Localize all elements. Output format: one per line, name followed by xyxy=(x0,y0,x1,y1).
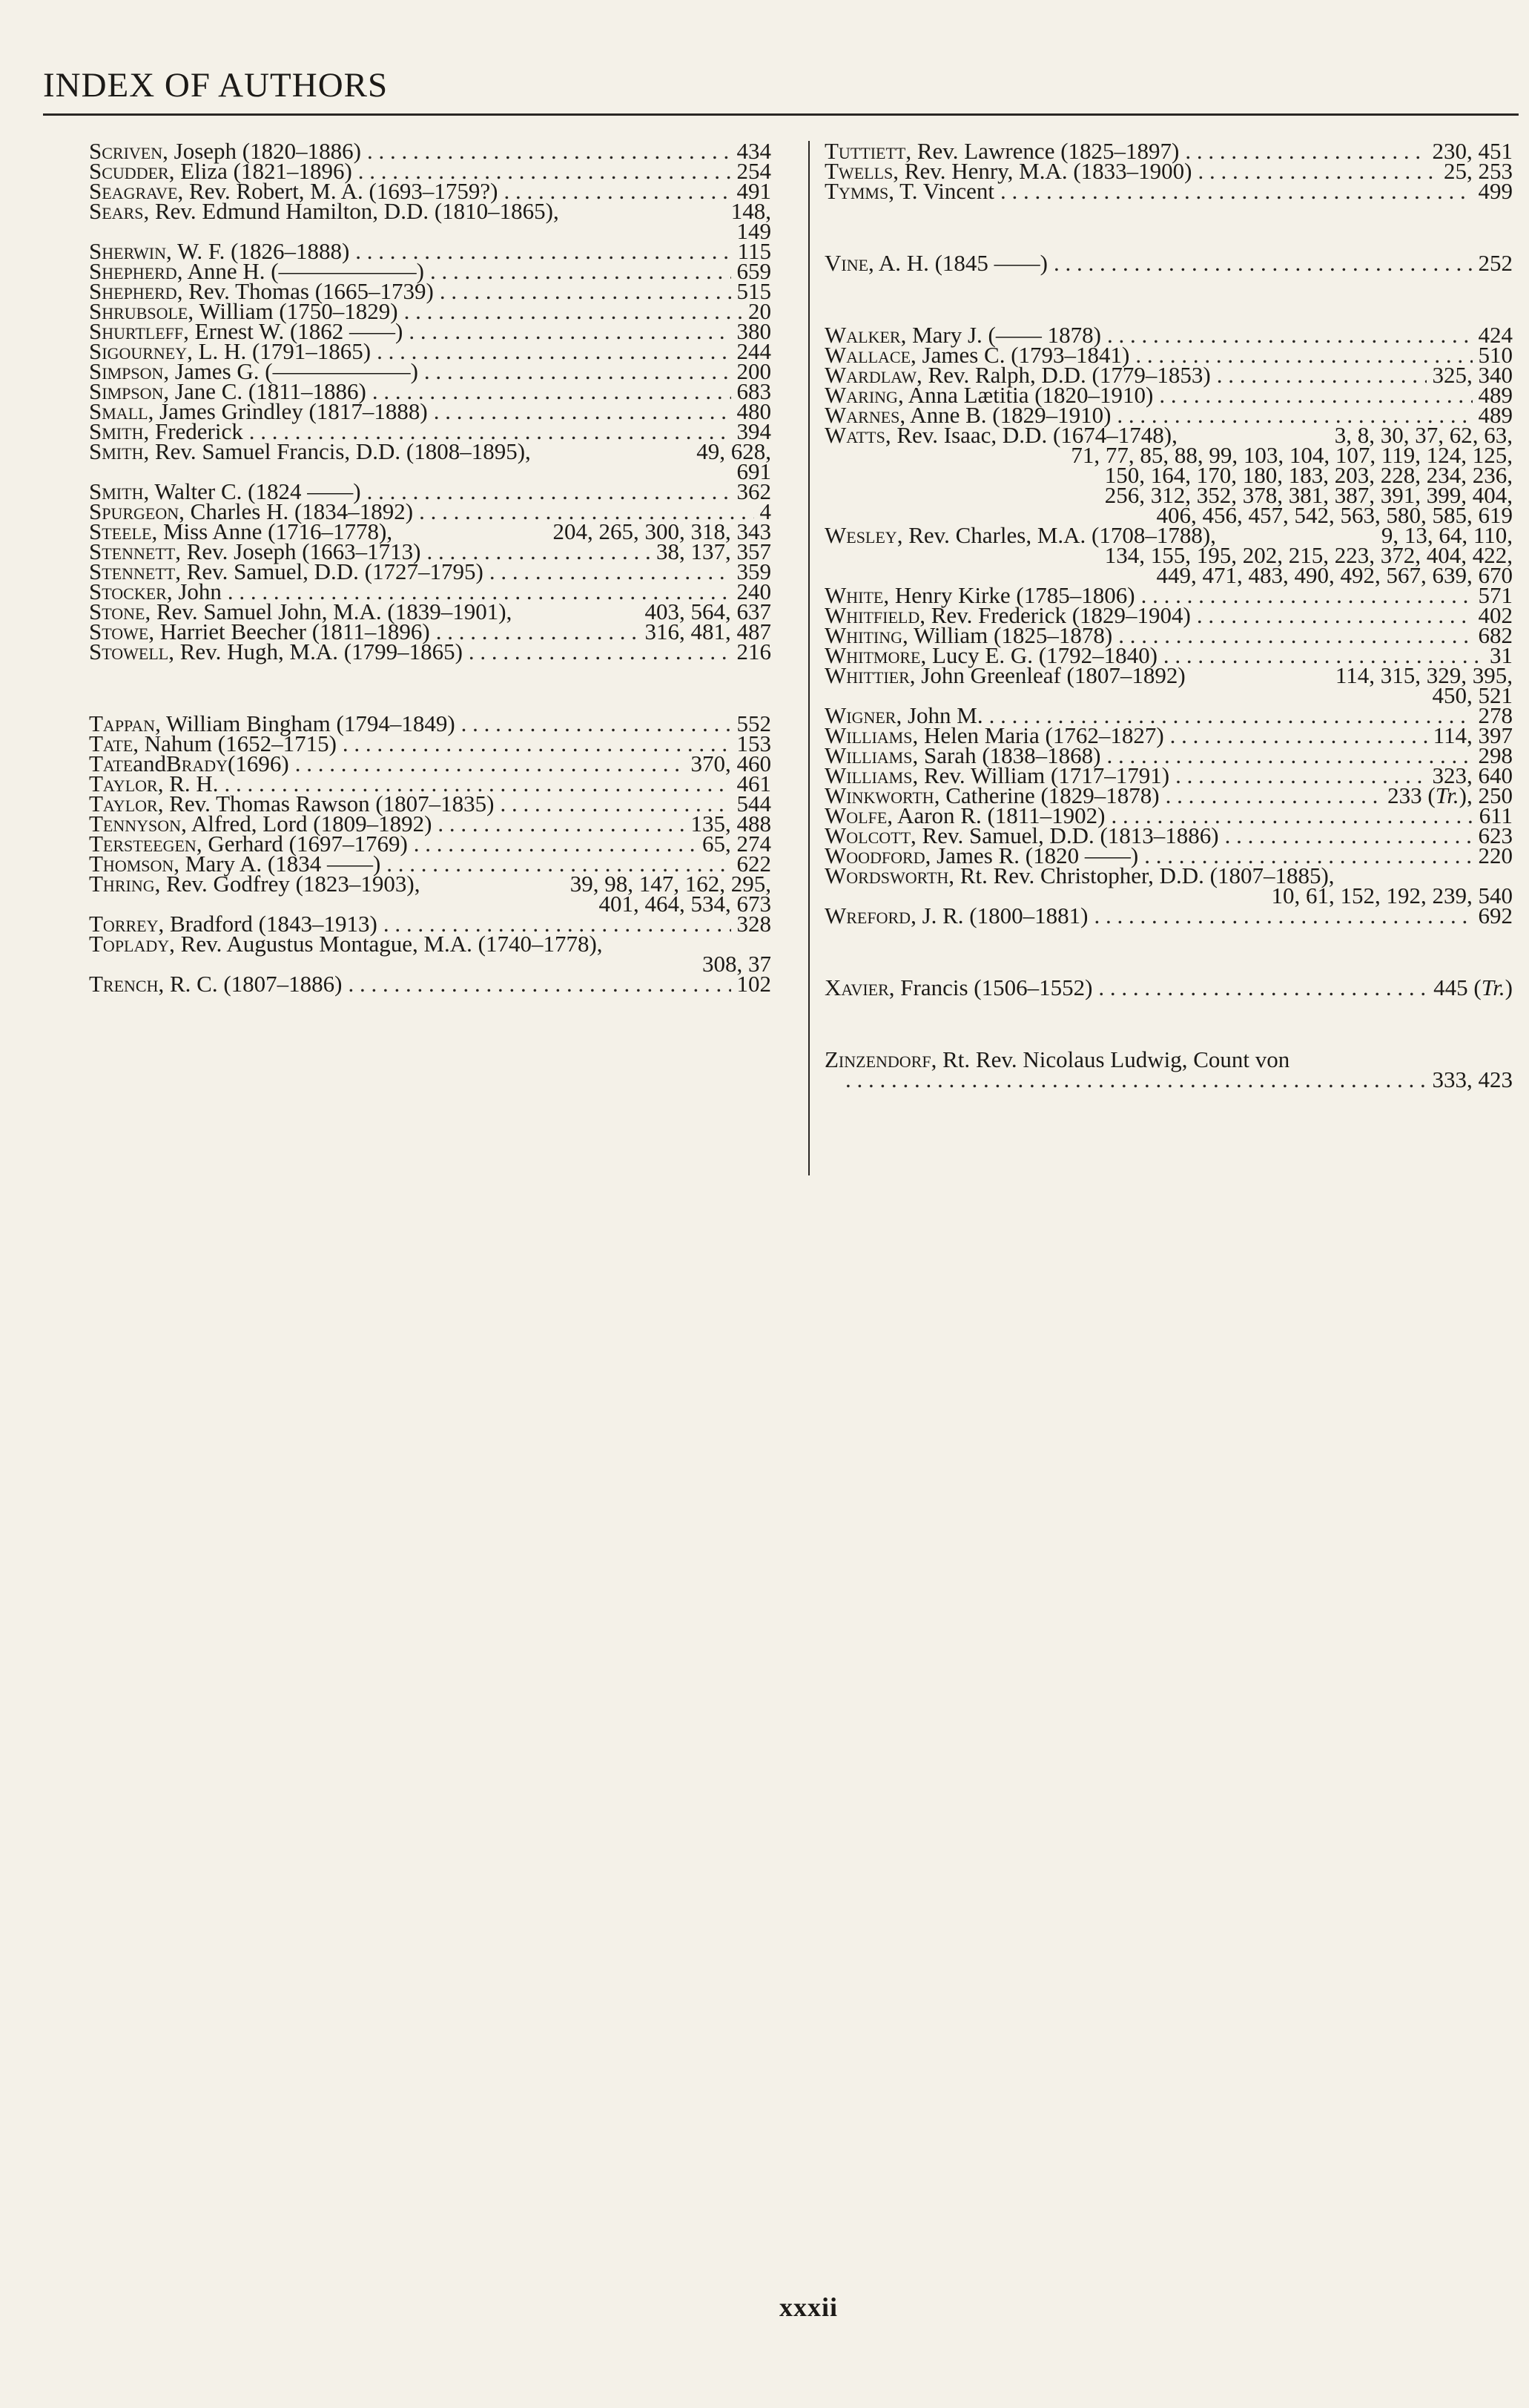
author-surname: Sears xyxy=(89,198,144,224)
dot-leader xyxy=(440,281,731,301)
page-refs: 278 xyxy=(1478,702,1513,728)
page-refs: 316, 481, 487 xyxy=(644,619,771,644)
author-surname: Zinzendorf xyxy=(825,1046,931,1072)
dot-leader xyxy=(1107,325,1473,345)
author-surname: Sherwin xyxy=(89,238,167,264)
page-refs-continued: 449, 471, 483, 490, 492, 567, 639, 670 xyxy=(1156,562,1513,588)
author-surname: Walker xyxy=(825,322,901,348)
page-refs: 515 xyxy=(736,278,771,304)
index-entry xyxy=(89,438,771,484)
author-details: , Anne B. (1829–1910) xyxy=(899,402,1112,428)
author-surname: Wesley xyxy=(825,522,897,548)
page-refs: 403, 564, 637 xyxy=(644,598,771,624)
index-entry xyxy=(825,522,1513,588)
dot-leader xyxy=(436,621,639,641)
author-details: , Miss Anne (1716–1778), xyxy=(151,518,393,544)
page-refs: 25, 253 xyxy=(1444,158,1513,184)
author-surname: Whitfield xyxy=(825,602,920,628)
author-details: and xyxy=(133,751,167,776)
page-refs: 434 xyxy=(736,138,771,164)
author-surname: Scudder xyxy=(89,158,169,184)
entry-line xyxy=(825,903,1513,928)
author-surname: Stowell xyxy=(89,639,169,664)
entry-line xyxy=(89,438,771,464)
page-refs: 20 xyxy=(748,298,771,324)
page-refs: 491 xyxy=(736,178,771,204)
author-surname: Xavier xyxy=(825,974,889,1000)
author-details: , Eliza (1821–1896) xyxy=(168,158,352,184)
author-details: , Jane C. (1811–1886) xyxy=(163,378,366,404)
dot-leader xyxy=(1197,605,1473,625)
entry-line xyxy=(89,641,771,662)
page-refs: 204, 265, 300, 318, 343 xyxy=(552,518,771,544)
author-surname: Tennyson xyxy=(89,811,182,837)
page-refs: 102 xyxy=(736,971,771,997)
entry-line xyxy=(825,250,1513,276)
author-surname: Winkworth xyxy=(825,782,934,808)
dot-leader xyxy=(469,641,731,662)
author-details: , Alfred, Lord (1809–1892) xyxy=(181,811,432,837)
author-surname: Simpson xyxy=(89,378,164,404)
page-refs-continued: 401, 464, 534, 673 xyxy=(598,891,771,917)
author-details: , Rev. Charles, M.A. (1708–1788), xyxy=(896,522,1216,548)
page-refs: 683 xyxy=(736,378,771,404)
author-details: , John xyxy=(166,578,222,604)
page-refs-continued: 256, 312, 352, 378, 381, 387, 391, 399, 404, xyxy=(1104,482,1513,508)
page-refs: 298 xyxy=(1478,742,1513,768)
page-refs: 325, 340 xyxy=(1432,362,1513,388)
author-details: , Anne H. (——————) xyxy=(176,258,424,284)
author-surname: Wordsworth xyxy=(825,862,949,888)
entry-line xyxy=(825,1046,1513,1072)
author-details: , Rev. Frederick (1829–1904) xyxy=(919,602,1191,628)
page-refs: 3, 8, 30, 37, 62, 63, xyxy=(1334,422,1513,448)
page-refs: 254 xyxy=(736,158,771,184)
author-surname: Shurtleff xyxy=(89,318,184,344)
left-column xyxy=(89,138,771,1046)
page-refs: 153 xyxy=(736,730,771,756)
author-surname: Thring xyxy=(89,871,155,897)
page-refs: 38, 137, 357 xyxy=(656,538,771,564)
author-surname: Tuttiett xyxy=(825,138,906,164)
author-surname: Whittier xyxy=(825,662,910,688)
index-entry xyxy=(825,662,1513,708)
author-details: , Charles H. (1834–1892) xyxy=(179,498,414,524)
author-surname: Williams xyxy=(825,742,913,768)
author-details: , Bradford (1843–1913) xyxy=(158,911,377,937)
author-details: , Anna Lætitia (1820–1910) xyxy=(897,382,1154,408)
dot-leader xyxy=(489,561,731,581)
author-surname: Shepherd xyxy=(89,278,177,304)
page-refs: 240 xyxy=(736,578,771,604)
author-surname: Smith xyxy=(89,438,144,464)
author-details: , Mary A. (1834 ——) xyxy=(174,851,381,877)
author-surname: Tate xyxy=(89,730,133,756)
author-surname: Warnes xyxy=(825,402,900,428)
page-refs: 499 xyxy=(1478,178,1513,204)
page-refs: 31 xyxy=(1490,642,1513,668)
author-surname: Toplady xyxy=(89,931,170,957)
page-refs: 135, 488 xyxy=(690,811,771,837)
page-refs: 489 xyxy=(1478,402,1513,428)
dot-leader xyxy=(1225,825,1473,845)
author-details: , Harriet Beecher (1811–1896) xyxy=(148,619,430,644)
page-refs: 362 xyxy=(736,478,771,504)
dot-leader xyxy=(349,974,731,994)
page-refs-continued: 150, 164, 170, 180, 183, 203, 228, 234, 236, xyxy=(1104,462,1513,488)
dot-leader xyxy=(1166,785,1382,805)
author-details: , R. C. (1807–1886) xyxy=(158,971,343,997)
author-details: , Gerhard (1697–1769) xyxy=(196,831,408,857)
page-refs: 244 xyxy=(736,338,771,364)
author-surname: Brady xyxy=(166,751,228,776)
index-entry xyxy=(89,931,771,977)
page-refs: 216 xyxy=(736,639,771,664)
page-refs: 220 xyxy=(1478,842,1513,868)
author-surname: Whiting xyxy=(825,622,903,648)
title-rule xyxy=(43,113,1519,116)
entry-line xyxy=(825,1066,1513,1092)
page-refs-continued: 450, 521 xyxy=(1432,682,1513,708)
index-section xyxy=(89,138,771,664)
index-section xyxy=(825,322,1513,928)
author-surname: Small xyxy=(89,398,148,424)
entry-line xyxy=(825,178,1513,204)
author-surname: Stowe xyxy=(89,619,149,644)
page-refs: 394 xyxy=(736,418,771,444)
author-details: , L. H. (1791–1865) xyxy=(187,338,371,364)
author-surname: Seagrave xyxy=(89,178,178,204)
author-surname: Twells xyxy=(825,158,894,184)
page-refs-continued: 134, 155, 195, 202, 215, 223, 372, 404, 422, xyxy=(1104,542,1513,568)
author-surname: Waring xyxy=(825,382,898,408)
page-refs: 461 xyxy=(736,771,771,796)
index-entry xyxy=(825,862,1513,908)
author-surname: Sigourney xyxy=(89,338,188,364)
author-details: , A. H. (1845 ——) xyxy=(868,250,1048,276)
dot-leader xyxy=(437,814,684,834)
author-surname: Wolcott xyxy=(825,822,911,848)
entry-line xyxy=(89,931,771,957)
author-surname: Smith xyxy=(89,418,144,444)
author-surname: Shrubsole xyxy=(89,298,188,324)
page-refs-continued: 691 xyxy=(736,458,771,484)
author-surname: Stocker xyxy=(89,578,167,604)
index-section xyxy=(825,974,1513,1000)
index-entry xyxy=(825,903,1513,928)
page-refs: 424 xyxy=(1478,322,1513,348)
page-refs: 480 xyxy=(736,398,771,424)
author-surname: Tate xyxy=(89,751,133,776)
author-details: , T. Vincent xyxy=(888,178,994,204)
entry-line xyxy=(825,662,1513,688)
dot-leader xyxy=(1098,977,1427,997)
entry-line xyxy=(89,971,771,997)
author-details: , Rev. Edmund Hamilton, D.D. (1810–1865), xyxy=(143,198,559,224)
page-refs-continued: 71, 77, 85, 88, 99, 103, 104, 107, 119, 124, 125, xyxy=(1071,442,1513,468)
author-details: , Frederick xyxy=(143,418,243,444)
dot-leader xyxy=(1217,365,1427,385)
dot-leader xyxy=(1094,906,1472,926)
author-details: , Rt. Rev. Christopher, D.D. (1807–1885), xyxy=(948,862,1335,888)
author-details: , Rev. Thomas (1665–1739) xyxy=(176,278,434,304)
author-details: (1696) xyxy=(228,751,289,776)
page-refs: 571 xyxy=(1478,582,1513,608)
page-refs: 692 xyxy=(1478,903,1513,928)
page-refs: 552 xyxy=(736,710,771,736)
author-surname: Whitmore xyxy=(825,642,921,668)
author-details: , James R. (1820 ——) xyxy=(925,842,1139,868)
dot-leader xyxy=(1185,141,1426,161)
author-details: , Rev. Joseph (1663–1713) xyxy=(175,538,421,564)
author-surname: Wardlaw xyxy=(825,362,917,388)
author-details: , James C. (1793–1841) xyxy=(911,342,1130,368)
author-surname: Tappan xyxy=(89,710,156,736)
author-details: , Rev. Lawrence (1825–1897) xyxy=(905,138,1180,164)
author-surname: Simpson xyxy=(89,358,164,384)
page-refs: 252 xyxy=(1478,250,1513,276)
page-refs: 4 xyxy=(759,498,771,524)
page-refs: 323, 640 xyxy=(1432,762,1513,788)
author-details: , James Grindley (1817–1888) xyxy=(148,398,428,424)
page-refs: 333, 423 xyxy=(1432,1066,1513,1092)
author-details: , Rev. Samuel John, M.A. (1839–1901), xyxy=(145,598,512,624)
page-refs: 65, 274 xyxy=(702,831,771,857)
author-details: , William (1825–1878) xyxy=(902,622,1113,648)
author-surname: Wallace xyxy=(825,342,911,368)
author-details: , Rev. Samuel, D.D. (1727–1795) xyxy=(175,558,483,584)
author-surname: Stone xyxy=(89,598,145,624)
author-surname: Stennett xyxy=(89,558,176,584)
dot-leader xyxy=(404,301,742,321)
author-details: , Rev. Henry, M.A. (1833–1900) xyxy=(893,158,1192,184)
dot-leader xyxy=(434,401,731,421)
entry-line xyxy=(825,974,1513,1000)
page-refs-continued: 149 xyxy=(736,218,771,244)
right-column xyxy=(825,138,1513,1141)
author-surname: Tymms xyxy=(825,178,889,204)
page-refs: 510 xyxy=(1478,342,1513,368)
index-section xyxy=(825,138,1513,204)
dot-leader xyxy=(1198,161,1439,181)
dot-leader xyxy=(343,733,731,753)
page-refs: 611 xyxy=(1479,802,1513,828)
author-details: , Joseph (1820–1886) xyxy=(162,138,361,164)
author-details: , Rev. Isaac, D.D. (1674–1748), xyxy=(885,422,1178,448)
author-details: , R. H. xyxy=(157,771,219,796)
index-entry xyxy=(825,1046,1513,1092)
index-section xyxy=(825,250,1513,276)
page-refs: 114, 315, 329, 395, xyxy=(1335,662,1513,688)
author-surname: Torrey xyxy=(89,911,159,937)
dot-leader xyxy=(424,361,731,381)
page-refs: 9, 13, 64, 110, xyxy=(1381,522,1513,548)
page-refs: 544 xyxy=(736,791,771,817)
author-details: , Rev. Godfrey (1823–1903), xyxy=(154,871,420,897)
page-refs: 489 xyxy=(1478,382,1513,408)
author-details: , Ernest W. (1862 ——) xyxy=(183,318,403,344)
index-entry xyxy=(825,974,1513,1000)
page-refs: 230, 451 xyxy=(1432,138,1513,164)
page-refs: 682 xyxy=(1478,622,1513,648)
author-details: , Rt. Rev. Nicolaus Ludwig, Count von xyxy=(931,1046,1290,1072)
author-details: , Henry Kirke (1785–1806) xyxy=(883,582,1135,608)
index-entry xyxy=(825,250,1513,276)
author-details: , James G. (——————) xyxy=(163,358,418,384)
author-details: , William Bingham (1794–1849) xyxy=(155,710,455,736)
page-refs: 114, 397 xyxy=(1433,722,1513,748)
dot-leader xyxy=(367,481,731,501)
dot-leader xyxy=(430,261,731,281)
page-refs-continued: 10, 61, 152, 192, 239, 540 xyxy=(1271,883,1513,908)
author-surname: Spurgeon xyxy=(89,498,179,524)
author-surname: Wreford xyxy=(825,903,911,928)
author-details: , J. R. (1800–1881) xyxy=(911,903,1089,928)
page-number: xxxii xyxy=(779,2292,839,2322)
author-surname: Watts xyxy=(825,422,885,448)
dot-leader xyxy=(377,341,730,361)
author-details: , Rev. Augustus Montague, M.A. (1740–1778), xyxy=(169,931,603,957)
dot-leader xyxy=(367,141,731,161)
author-details: , W. F. (1826–1888) xyxy=(166,238,350,264)
author-surname: Stennett xyxy=(89,538,176,564)
dot-leader xyxy=(1159,385,1472,405)
author-details: , Mary J. (—— 1878) xyxy=(900,322,1101,348)
index-section xyxy=(89,710,771,997)
author-surname: White xyxy=(825,582,884,608)
index-entry xyxy=(89,198,771,244)
index-section xyxy=(825,1046,1513,1092)
author-details: , Rev. Hugh, M.A. (1799–1865) xyxy=(168,639,463,664)
page-refs: 200 xyxy=(736,358,771,384)
author-details: , Rev. Thomas Rawson (1807–1835) xyxy=(157,791,495,817)
author-details: , Rev. Ralph, D.D. (1779–1853) xyxy=(917,362,1211,388)
page-refs: 380 xyxy=(736,318,771,344)
dot-leader xyxy=(845,1069,1427,1089)
page-refs: 115 xyxy=(737,238,771,264)
page-title: INDEX OF AUTHORS xyxy=(43,66,389,105)
index-entry xyxy=(825,422,1513,528)
author-details: , Lucy E. G. (1792–1840) xyxy=(920,642,1158,668)
index-entry xyxy=(89,641,771,662)
page-refs: 328 xyxy=(736,911,771,937)
author-details: , Aaron R. (1811–1902) xyxy=(887,802,1106,828)
author-surname: Woodford xyxy=(825,842,925,868)
author-surname: Steele xyxy=(89,518,152,544)
index-entry xyxy=(89,971,771,997)
author-surname: Smith xyxy=(89,478,144,504)
entry-line xyxy=(89,198,771,224)
dot-leader xyxy=(1118,625,1472,645)
dot-leader xyxy=(295,753,685,773)
page-refs: 622 xyxy=(736,851,771,877)
author-details: , Nahum (1652–1715) xyxy=(133,730,337,756)
page-refs-continued: 308, 37 xyxy=(702,951,771,977)
author-surname: Scriven xyxy=(89,138,163,164)
author-surname: Shepherd xyxy=(89,258,177,284)
author-details: , William (1750–1829) xyxy=(188,298,398,324)
author-surname: Williams xyxy=(825,722,913,748)
index-entry xyxy=(89,871,771,917)
dot-leader xyxy=(414,834,696,854)
author-surname: Williams xyxy=(825,762,913,788)
page-refs: 402 xyxy=(1478,602,1513,628)
author-details: , Walter C. (1824 ——) xyxy=(143,478,361,504)
column-divider xyxy=(808,141,810,1175)
page-refs: 39, 98, 147, 162, 295, xyxy=(569,871,771,897)
page-refs: 148, xyxy=(730,198,771,224)
index-entry xyxy=(825,178,1513,204)
page-refs: 233 (Tr.), 250 xyxy=(1387,782,1513,808)
author-details: , Rev. Robert, M. A. (1693–1759?) xyxy=(177,178,498,204)
page-refs: 623 xyxy=(1478,822,1513,848)
author-details: , Sarah (1838–1868) xyxy=(912,742,1101,768)
dot-leader xyxy=(1170,725,1427,745)
page-refs-continued: 406, 456, 457, 542, 563, 580, 585, 619 xyxy=(1156,502,1513,528)
page-refs: 659 xyxy=(736,258,771,284)
author-surname: Taylor xyxy=(89,771,158,796)
author-surname: Vine xyxy=(825,250,869,276)
author-surname: Trench xyxy=(89,971,159,997)
author-details: , Rev. Samuel Francis, D.D. (1808–1895), xyxy=(143,438,531,464)
author-details: , John M. xyxy=(896,702,983,728)
author-surname: Taylor xyxy=(89,791,158,817)
dot-leader xyxy=(1000,181,1473,201)
author-details: , Francis (1506–1552) xyxy=(888,974,1093,1000)
author-surname: Thomson xyxy=(89,851,174,877)
author-surname: Tersteegen xyxy=(89,831,197,857)
dot-leader xyxy=(461,713,731,733)
author-surname: Wolfe xyxy=(825,802,888,828)
author-surname: Wigner xyxy=(825,702,896,728)
dot-leader xyxy=(409,321,730,341)
page-refs: 359 xyxy=(736,558,771,584)
author-details: , Rev. Samuel, D.D. (1813–1886) xyxy=(911,822,1219,848)
page-refs: 445 (Tr.) xyxy=(1433,974,1513,1000)
author-details: , Catherine (1829–1878) xyxy=(934,782,1160,808)
author-details: , Helen Maria (1762–1827) xyxy=(912,722,1164,748)
author-details: , John Greenleaf (1807–1892) xyxy=(909,662,1186,688)
page-refs: 370, 460 xyxy=(690,751,771,776)
author-details: , Rev. William (1717–1791) xyxy=(912,762,1170,788)
page-refs: 49, 628, xyxy=(696,438,771,464)
dot-leader xyxy=(1054,253,1472,273)
